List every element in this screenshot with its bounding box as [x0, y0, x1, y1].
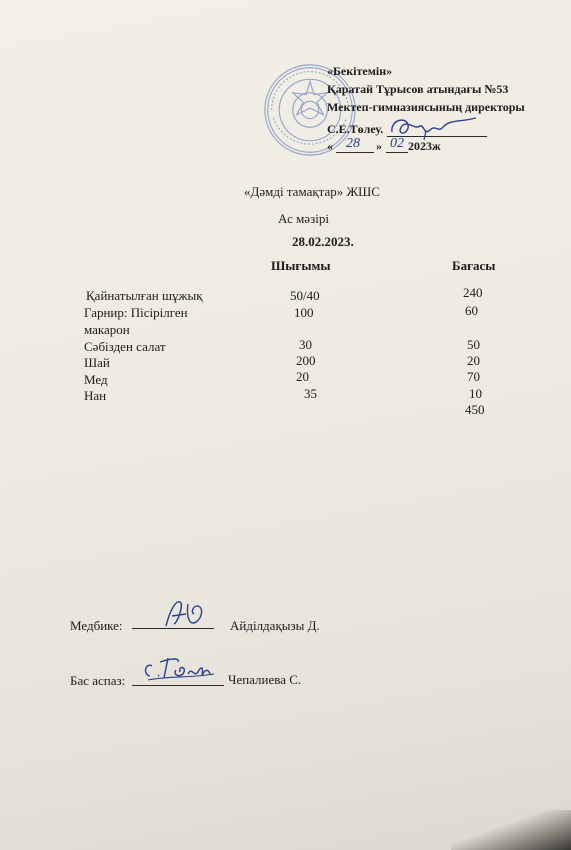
dish-output: 30	[299, 337, 312, 352]
company-name: «Дәмді тамақтар» ЖШС	[244, 184, 380, 199]
dish-name: Сәбізден салат	[84, 339, 166, 354]
column-header-price: Бағасы	[452, 258, 496, 273]
nurse-label: Медбике:	[70, 618, 123, 633]
dish-name: Нан	[84, 388, 107, 403]
menu-title: Ас мәзірі	[278, 211, 329, 226]
chef-signature	[138, 652, 220, 686]
date-year: 2023ж	[408, 139, 441, 153]
dish-name: Мед	[84, 372, 108, 387]
dish-price: 60	[465, 303, 478, 318]
dish-name-continuation: макарон	[84, 322, 130, 337]
dish-output: 100	[294, 305, 314, 320]
date-close-quote: »	[376, 139, 382, 153]
dish-name: Қайнатылған шұжық	[86, 288, 203, 303]
chef-name: Чепалиева С.	[228, 672, 302, 687]
date-day: 28	[346, 136, 360, 151]
nurse-name: Айділдақызы Д.	[230, 618, 320, 633]
director-name: С.Е.Төлеу.	[327, 122, 384, 136]
director-title: Мектеп-гимназиясының директоры	[327, 100, 525, 114]
date-month: 02	[390, 136, 404, 151]
dish-output: 200	[296, 353, 316, 368]
dish-output: 20	[296, 369, 309, 384]
date-day-line	[336, 152, 374, 153]
total-price: 450	[465, 402, 485, 417]
dish-price: 50	[467, 337, 480, 352]
nurse-signature	[160, 596, 210, 632]
chef-label: Бас аспаз:	[70, 673, 126, 688]
dish-name: Гарнир: Пісірілген	[84, 305, 188, 320]
dish-output: 35	[304, 386, 317, 401]
menu-date: 28.02.2023.	[292, 234, 354, 249]
dish-price: 240	[463, 285, 483, 300]
column-header-output: Шығымы	[271, 258, 331, 273]
dish-price: 10	[469, 386, 482, 401]
approved-label: «Бекітемін»	[327, 64, 393, 78]
dish-output: 50/40	[290, 288, 320, 303]
dish-price: 70	[467, 369, 480, 384]
dish-price: 20	[467, 353, 480, 368]
dish-name: Шай	[84, 355, 110, 370]
date-month-line	[386, 152, 408, 153]
photo-shadow	[451, 810, 571, 850]
date-open-quote: «	[327, 139, 333, 153]
school-name: Қаратай Тұрысов атындағы №53	[327, 82, 509, 96]
